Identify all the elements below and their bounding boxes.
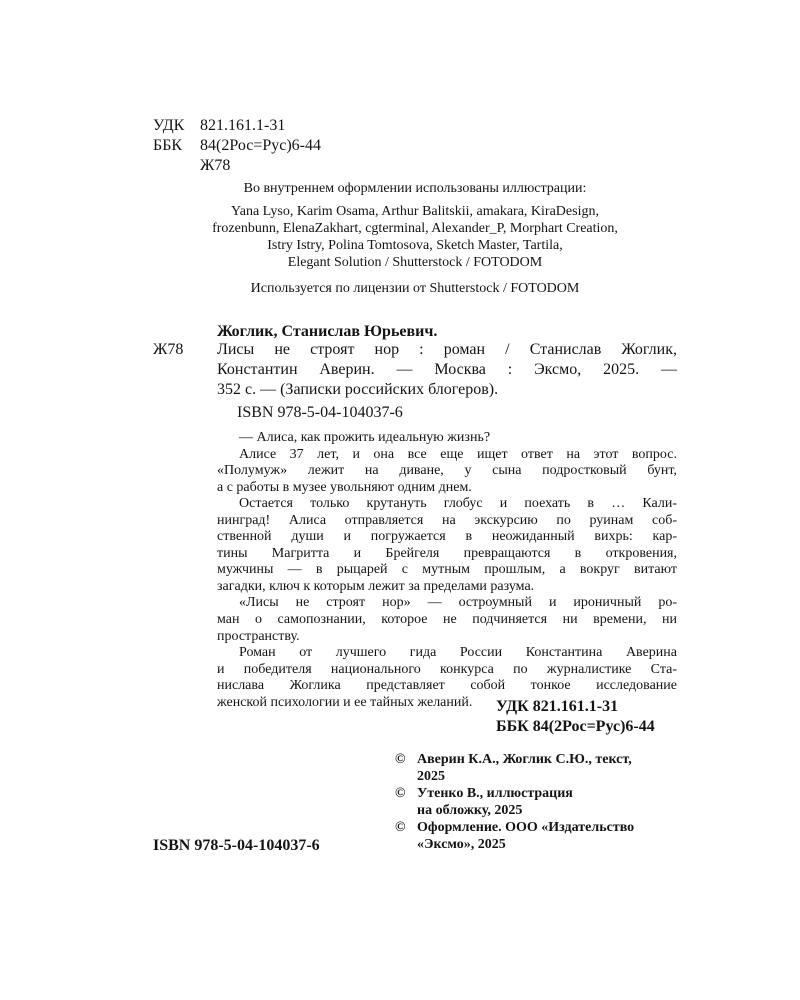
catalog-entry (217, 340, 677, 400)
catalog-author: Жоглик, Станислав Юрьевич. (217, 323, 438, 340)
copyright-text: «Эксмо», 2025 (417, 837, 506, 852)
annotation-line: и победителя национального конкурса по журналистике Ста- (217, 661, 677, 677)
annotation-line: «Лисы не строят нор» — остроумный и ироничный ро- (239, 595, 677, 611)
annotation-line: ман о самопознании, которое не подчиняется ни времени, ни (217, 612, 677, 628)
author-sign-row (153, 156, 321, 176)
copyright-icon: © (395, 786, 406, 801)
annotation-line: Алисе 37 лет, и она все еще ищет ответ на этот вопрос. (239, 446, 677, 462)
annotation-line: нислава Жоглика представляет собой тонкое исследование (217, 678, 677, 694)
catalog-entry-line: Лисы не строят нор : роман / Станислав Жоглик, (217, 341, 677, 358)
license-note: Используется по лицензии от Shutterstock / FOTODOM (250, 281, 580, 296)
copyright-icon: © (395, 820, 406, 835)
illustrations-credits (150, 180, 680, 271)
udk-row (153, 116, 321, 136)
annotation-line: Остается только крутануть глобус и поехать в … Кали- (239, 496, 677, 512)
annotation-line: мужчины — в рыцарей с мутным прошлым, а вокруг витают (217, 562, 677, 578)
copyright-text: 2025 (417, 769, 445, 784)
copyright-icon: © (395, 752, 406, 767)
copyright-block (395, 751, 634, 853)
annotation-line: пространству. (217, 628, 300, 644)
udk-value: 821.161.1-31 (200, 117, 286, 134)
annotation-line: Роман от лучшего гида России Константина Аверина (239, 645, 677, 661)
isbn-bottom: ISBN 978-5-04-104037-6 (153, 837, 320, 854)
catalog-isbn: ISBN 978-5-04-104037-6 (237, 404, 403, 421)
credits-line: Istry Istry, Polina Tomtosova, Sketch Master, Tartila, (267, 238, 563, 253)
bbk-label: ББК (153, 137, 183, 154)
illustrations-heading: Во внутреннем оформлении использованы иллюстрации: (243, 181, 587, 196)
annotation-line: загадки, ключ к которым лежит за пределами разума. (217, 578, 535, 594)
copyright-item (395, 751, 634, 785)
classification-block (153, 116, 321, 176)
catalog-entry-line: 352 с. — (Записки российских блогеров). (217, 381, 499, 398)
credits-line: Elegant Solution / Shutterstock / FOTODOM (287, 255, 543, 270)
annotation-line: а с работы в музее увольняют одним днем. (217, 479, 472, 495)
annotation (217, 430, 677, 711)
copyright-item (395, 819, 634, 853)
credits-line: Yana Lyso, Karim Osama, Arthur Balitskii, amakara, KiraDesign, (231, 204, 599, 219)
catalog-shelf-code: Ж78 (153, 341, 184, 358)
annotation-line: «Полумуж» лежит на диване, у сына подростковый бунт, (217, 463, 677, 479)
annotation-line: ственной души и погружается в неожиданный вихрь: кар- (217, 529, 677, 545)
bbk-row (153, 136, 321, 156)
annotation-line: нинград! Алиса отправляется на экскурсию по руинам соб- (217, 512, 677, 528)
bottom-udk: УДК 821.161.1-31 (496, 698, 619, 715)
copyright-text: Утенко В., иллюстрация (417, 786, 573, 801)
annotation-line: — Алиса, как прожить идеальную жизнь? (239, 430, 491, 445)
author-sign: Ж78 (200, 157, 231, 174)
catalog-entry-line: Константин Аверин. — Москва : Эксмо, 2025. — (217, 361, 677, 378)
bbk-value: 84(2Рос=Рус)6-44 (200, 137, 322, 154)
credits-line: frozenbunn, ElenaZakhart, cgterminal, Alexander_P, Morphart Creation, (212, 221, 618, 236)
annotation-line: женской психологии и ее тайных желаний. (217, 694, 473, 710)
udk-label: УДК (153, 117, 185, 134)
copyright-text: Оформление. ООО «Издательство (417, 820, 635, 835)
copyright-item (395, 785, 634, 819)
annotation-line: тины Магритта и Брейгеля превращаются в откровения, (217, 545, 677, 561)
bottom-codes (496, 697, 655, 737)
bottom-bbk: ББК 84(2Рос=Рус)6-44 (496, 718, 655, 735)
copyright-text: Аверин К.А., Жоглик С.Ю., текст, (417, 752, 632, 767)
copyright-text: на обложку, 2025 (417, 803, 523, 818)
